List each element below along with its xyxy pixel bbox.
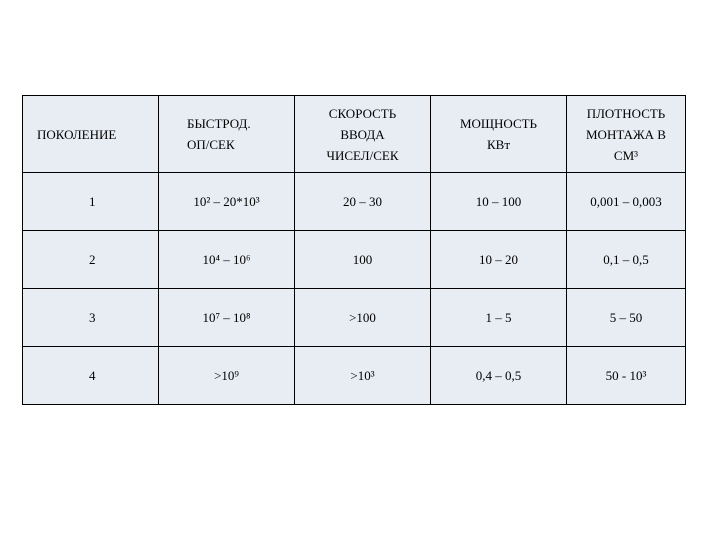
header-input-rate-line-2: ВВОДА [340, 126, 385, 142]
cell-generation: 3 [23, 289, 159, 347]
header-density [567, 96, 686, 173]
table-row [23, 347, 686, 405]
cell-power: 10 – 100 [431, 173, 567, 231]
cell-input-rate: 20 – 30 [295, 173, 431, 231]
cell-speed: 10⁷ – 10⁸ [159, 289, 295, 347]
header-speed-line-2: ОП/СЕК [187, 137, 235, 152]
cell-density: 0,1 – 0,5 [567, 231, 686, 289]
computer-generations-table [22, 95, 686, 405]
cell-input-rate: 100 [295, 231, 431, 289]
cell-input-rate: >10³ [295, 347, 431, 405]
table-header-row [23, 96, 686, 173]
header-density-line-2: МОНТАЖА В [586, 126, 666, 142]
header-speed [159, 96, 295, 173]
cell-generation: 1 [23, 173, 159, 231]
header-generation [23, 96, 159, 173]
header-input-rate-line-3: ЧИСЕЛ/СЕК [326, 147, 399, 163]
table-row [23, 173, 686, 231]
header-speed-line-1: БЫСТРОД. [187, 116, 251, 131]
cell-power: 10 – 20 [431, 231, 567, 289]
header-power-line-1: МОЩНОСТЬ [459, 116, 538, 131]
header-input-rate-line-1: СКОРОСТЬ [328, 105, 397, 121]
cell-power: 0,4 – 0,5 [431, 347, 567, 405]
cell-density: 50 - 10³ [567, 347, 686, 405]
header-input-rate [295, 96, 431, 173]
cell-speed: 10² – 20*10³ [159, 173, 295, 231]
cell-speed: 10⁴ – 10⁶ [159, 231, 295, 289]
cell-speed: >10⁹ [159, 347, 295, 405]
cell-density: 0,001 – 0,003 [567, 173, 686, 231]
header-power [431, 96, 567, 173]
table-row [23, 231, 686, 289]
cell-power: 1 – 5 [431, 289, 567, 347]
cell-generation: 4 [23, 347, 159, 405]
cell-input-rate: >100 [295, 289, 431, 347]
header-generation-text: ПОКОЛЕНИЕ [37, 126, 117, 142]
header-density-line-1: ПЛОТНОСТЬ [586, 105, 666, 121]
header-power-line-2: КВт [486, 137, 511, 152]
cell-density: 5 – 50 [567, 289, 686, 347]
header-density-line-3: СМ³ [613, 147, 639, 163]
table-row [23, 289, 686, 347]
cell-generation: 2 [23, 231, 159, 289]
